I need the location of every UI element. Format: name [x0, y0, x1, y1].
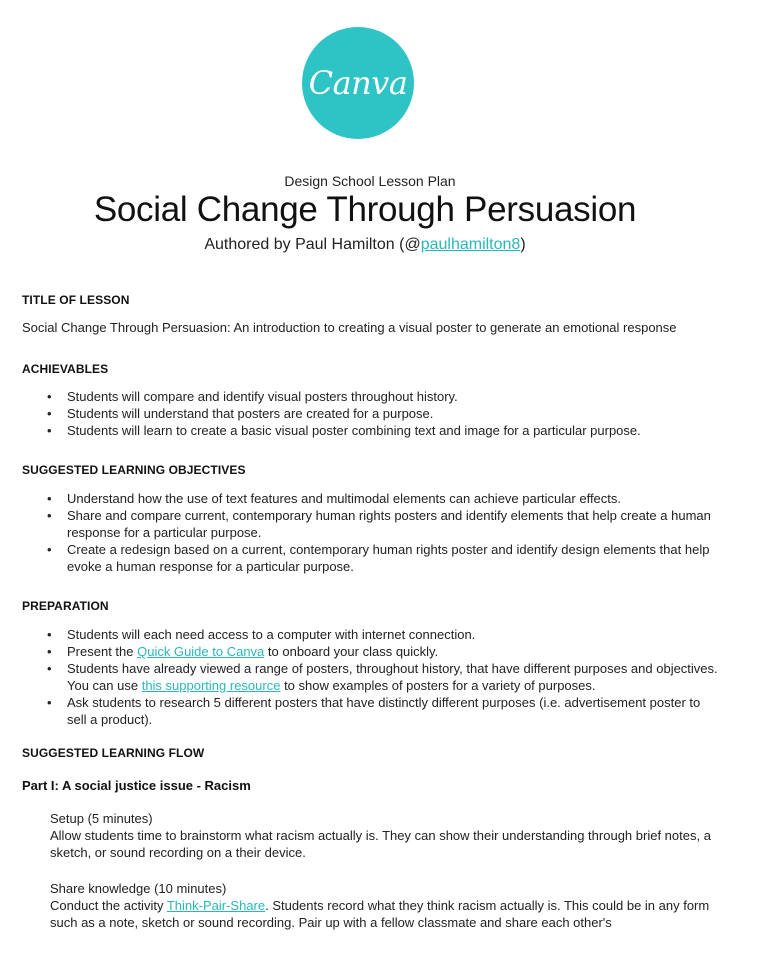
author-line: [0, 236, 730, 254]
item-text: Present the: [67, 644, 138, 659]
share-text-post: . Students record what they think racism actually is. This could be in any form such as a note, sketch or sound recording. Pair up with a fellow classmate and share each other's: [50, 898, 710, 930]
share-title: Share knowledge (10 minutes): [50, 881, 227, 896]
list-item: • Students will learn to create a basic visual poster combining text and image for a particular purpose.: [22, 422, 722, 439]
page-subtitle: Design School Lesson Plan: [284, 173, 456, 189]
objectives-list: [22, 490, 722, 575]
list-item: • Share and compare current, contemporary human rights posters and identify elements that help create a human response for a particular purpose.: [22, 507, 722, 541]
author-suffix: ): [520, 236, 526, 253]
list-item: • Students will understand that posters are created for a purpose.: [22, 405, 722, 422]
supporting-resource-link[interactable]: this supporting resource: [141, 678, 281, 693]
list-item: • Understand how the use of text features and multimodal elements can achieve particular effects.: [22, 490, 722, 507]
preparation-heading: PREPARATION: [22, 599, 109, 613]
author-prefix: Authored by Paul Hamilton (@: [204, 236, 421, 253]
preparation-list: [22, 626, 722, 728]
think-pair-share-link[interactable]: Think-Pair-Share: [166, 898, 266, 913]
achievables-heading: ACHIEVABLES: [22, 362, 109, 376]
setup-block: [50, 810, 730, 861]
setup-text: Allow students time to brainstorm what racism actually is. They can show their understanding through brief notes, a sketch, or sound recording on a their device.: [50, 828, 711, 860]
list-item: • Students will each need access to a computer with internet connection.: [22, 626, 722, 643]
objectives-heading: SUGGESTED LEARNING OBJECTIVES: [22, 463, 246, 477]
share-text-pre: Conduct the activity: [50, 898, 167, 913]
achievables-list: [22, 388, 722, 439]
setup-title: Setup (5 minutes): [50, 811, 153, 826]
canva-logo: [302, 27, 414, 139]
page-title: Social Change Through Persuasion: [93, 190, 637, 229]
list-item: • Ask students to research 5 different posters that have distinctly different purposes (i.e. advertisement poster to sell a product).: [22, 694, 722, 728]
item-text: Students have already viewed a range of posters, throughout history, that have different purposes and objectives. You can use: [67, 661, 718, 693]
share-text: [50, 897, 730, 931]
part1-heading: Part I: A social justice issue - Racism: [22, 778, 251, 793]
title-of-lesson-heading: TITLE OF LESSON: [22, 293, 130, 307]
item-text: to show examples of posters for a variety of purposes.: [280, 678, 596, 693]
list-item: [22, 643, 722, 660]
quick-guide-link[interactable]: Quick Guide to Canva: [137, 644, 265, 659]
title-of-lesson-text: Social Change Through Persuasion: An introduction to creating a visual poster to generate an emotional response: [22, 320, 677, 335]
author-handle-link[interactable]: paulhamilton8: [420, 236, 521, 253]
item-text: to onboard your class quickly.: [264, 644, 439, 659]
learning-flow-heading: SUGGESTED LEARNING FLOW: [22, 746, 205, 760]
list-item: • Students will compare and identify visual posters throughout history.: [22, 388, 722, 405]
share-block: [50, 880, 730, 931]
list-item: • Create a redesign based on a current, contemporary human rights poster and identify design elements that help evoke a human response for a particular purpose.: [22, 541, 722, 575]
list-item: [22, 660, 722, 694]
logo-text: Canva: [308, 64, 408, 102]
